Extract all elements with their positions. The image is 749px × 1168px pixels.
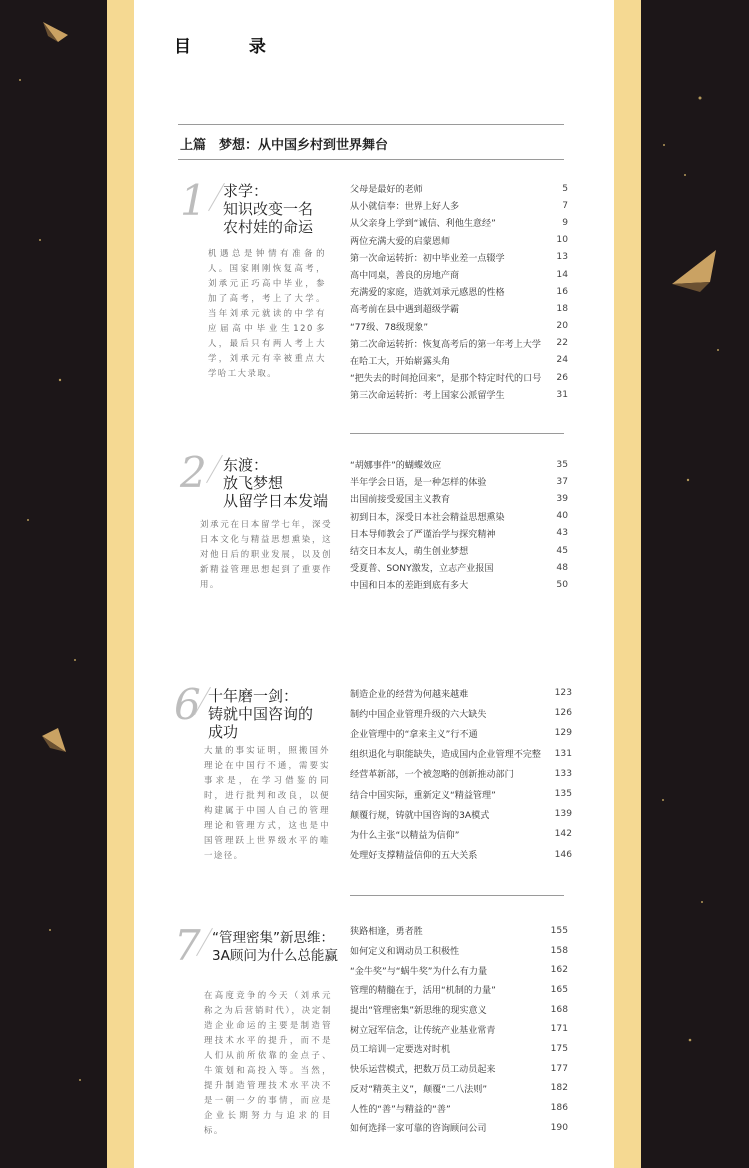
chapter-description: 机遇总是钟情有准备的人。国家刚刚恢复高考，刘承元正巧高中毕业，参加了高考，考上了大学。当年刘承元就读的中学有应届高中毕业生120多人，最后只有两人考上大学，刘承元有幸被重点大学哈工大录取。 <box>208 248 326 378</box>
chapter-slash <box>206 455 223 483</box>
toc-entry[interactable]: 如何选择一家可靠的咨询顾问公司 190 <box>350 1122 568 1135</box>
toc-entry[interactable]: 经营革新部，一个被忽略的创新推动部门 133 <box>350 768 572 781</box>
toc-entry[interactable]: “胡娜事件”的蝴蝶效应 35 <box>350 459 568 472</box>
part-rule-bottom <box>178 159 564 160</box>
chapter-title: 东渡： 放飞梦想 从留学日本发端 <box>223 456 329 510</box>
toc-entry[interactable]: 组织退化与职能缺失，造成国内企业管理不完整 131 <box>350 748 572 761</box>
toc-entry[interactable]: 如何定义和调动员工积极性 158 <box>350 945 568 958</box>
chapter-number: 1 <box>180 176 207 225</box>
toc-entry[interactable]: 制约中国企业管理升级的六大缺失 126 <box>350 708 572 720</box>
toc-entry[interactable]: 员工培训一定要选对时机 175 <box>350 1043 568 1056</box>
toc-entry[interactable]: 为什么主张“以精益为信仰” 142 <box>350 829 572 841</box>
chapter-number: 2 <box>180 448 207 497</box>
chapter-description: 在高度竞争的今天（刘承元称之为后营销时代），决定制造企业命运的主要是制造管理技术水平的提升，而不是人们从前所依靠的金点子、牛策划和高投入等。当然，提升制造管理技术水平决不是一朝一夕的事情，而应是企业长期努力与追求的目标。 <box>204 990 332 1135</box>
toc-entry[interactable]: 反对“精英主义”，颠覆“二八法则” 182 <box>350 1083 568 1095</box>
toc-entry[interactable]: 狭路相逢，勇者胜 155 <box>350 925 568 938</box>
toc-entry[interactable]: 第一次命运转折：初中毕业差一点辍学 13 <box>350 252 568 264</box>
chapter-title: “管理密集”新思维： 3A顾问为什么总能赢 <box>212 930 338 964</box>
chapter-7-list <box>350 921 568 1138</box>
toc-heading: 目 录 <box>174 37 292 57</box>
toc-entry[interactable]: 高考前在县中遇到超级学霸 18 <box>350 303 568 316</box>
part-title: 上篇 梦想：从中国乡村到世界舞台 <box>180 138 389 153</box>
toc-entry[interactable]: “77级、78级现象” 20 <box>350 321 568 333</box>
toc-entry[interactable]: 处理好支撑精益信仰的五大关系 146 <box>350 849 572 862</box>
toc-entry[interactable]: 第二次命运转折：恢复高考后的第一年考上大学 22 <box>350 338 568 350</box>
toc-entry[interactable]: 管理的精髓在于，活用“机制的力量” 165 <box>350 984 568 997</box>
toc-entry[interactable]: 第三次命运转折：考上国家公派留学生 31 <box>350 389 568 402</box>
toc-entry[interactable]: 两位充满大爱的启蒙恩师 10 <box>350 235 568 247</box>
toc-entry[interactable]: 从小就信奉：世界上好人多 7 <box>350 200 568 213</box>
chapter-number: 6 <box>174 680 201 729</box>
toc-entry[interactable]: 受夏普、SONY激发，立志产业报国 48 <box>350 562 568 575</box>
toc-entry[interactable]: 父母是最好的老师 5 <box>350 183 568 196</box>
toc-entry[interactable]: 提出“管理密集”新思维的现实意义 168 <box>350 1004 568 1017</box>
chapter-1-list <box>350 180 568 403</box>
toc-entry[interactable]: 半年学会日语，是一种怎样的体验 37 <box>350 476 568 489</box>
chapter-description: 刘承元在日本留学七年，深受日本文化与精益思想熏染，这对他日后的职业发展，以及创新精益管理思想起到了重要作用。 <box>200 519 332 589</box>
toc-entry[interactable]: 制造企业的经营为何越来越难 123 <box>350 688 572 700</box>
chapter-divider <box>350 895 564 896</box>
toc-entry[interactable]: “金牛奖”与“蜗牛奖”为什么有力量 162 <box>350 965 568 977</box>
chapter-2-list <box>350 456 568 594</box>
chapter-divider <box>350 433 564 434</box>
chapter-number: 7 <box>174 921 201 970</box>
toc-entry[interactable]: 中国和日本的差距到底有多大 50 <box>350 579 568 592</box>
toc-entry[interactable]: 树立冠军信念，让传统产业基业常青 171 <box>350 1024 568 1036</box>
toc-entry[interactable]: 人性的“善”与精益的“善” 186 <box>350 1103 568 1115</box>
part-rule-top <box>178 124 564 125</box>
toc-entry[interactable]: 结交日本友人，萌生创业梦想 45 <box>350 545 568 558</box>
toc-entry[interactable]: 在哈工大，开始崭露头角 24 <box>350 355 568 367</box>
toc-entry[interactable]: 高中同桌，善良的房地产商 14 <box>350 269 568 282</box>
toc-entry[interactable]: “把失去的时间抢回来”，是那个特定时代的口号 26 <box>350 372 568 385</box>
toc-entry[interactable]: 初到日本，深受日本社会精益思想熏染 40 <box>350 511 568 523</box>
toc-entry[interactable]: 出国前接受爱国主义教育 39 <box>350 493 568 506</box>
toc-entry[interactable]: 结合中国实际，重新定义“精益管理” 135 <box>350 789 572 801</box>
chapter-6-list <box>350 683 572 865</box>
toc-entry[interactable]: 日本导师教会了严谨治学与探究精神 43 <box>350 528 568 540</box>
chapter-title: 十年磨一剑： 铸就中国咨询的 成功 <box>208 687 314 741</box>
toc-entry[interactable]: 企业管理中的“拿来主义”行不通 129 <box>350 728 572 740</box>
toc-entry[interactable]: 颠覆行规，铸就中国咨询的3A模式 139 <box>350 809 572 821</box>
toc-entry[interactable]: 快乐运营模式，把数万员工动员起来 177 <box>350 1063 568 1076</box>
toc-entry[interactable]: 从父亲身上学到“诚信、利他生意经” 9 <box>350 217 568 230</box>
toc-page <box>134 0 614 1168</box>
chapter-title: 求学： 知识改变一名 农村娃的命运 <box>223 182 314 236</box>
gold-pyramid-right <box>672 250 716 284</box>
toc-entry[interactable]: 充满爱的家庭，造就刘承元感恩的性格 16 <box>350 286 568 299</box>
chapter-description: 大量的事实证明，照搬国外理论在中国行不通，需要实事求是，在学习借鉴的同时，进行批判和改良，以便构建属于中国人自己的管理理论和管理方式，这也是中国管理跃上世界级水平的唯一途径。 <box>204 745 330 860</box>
